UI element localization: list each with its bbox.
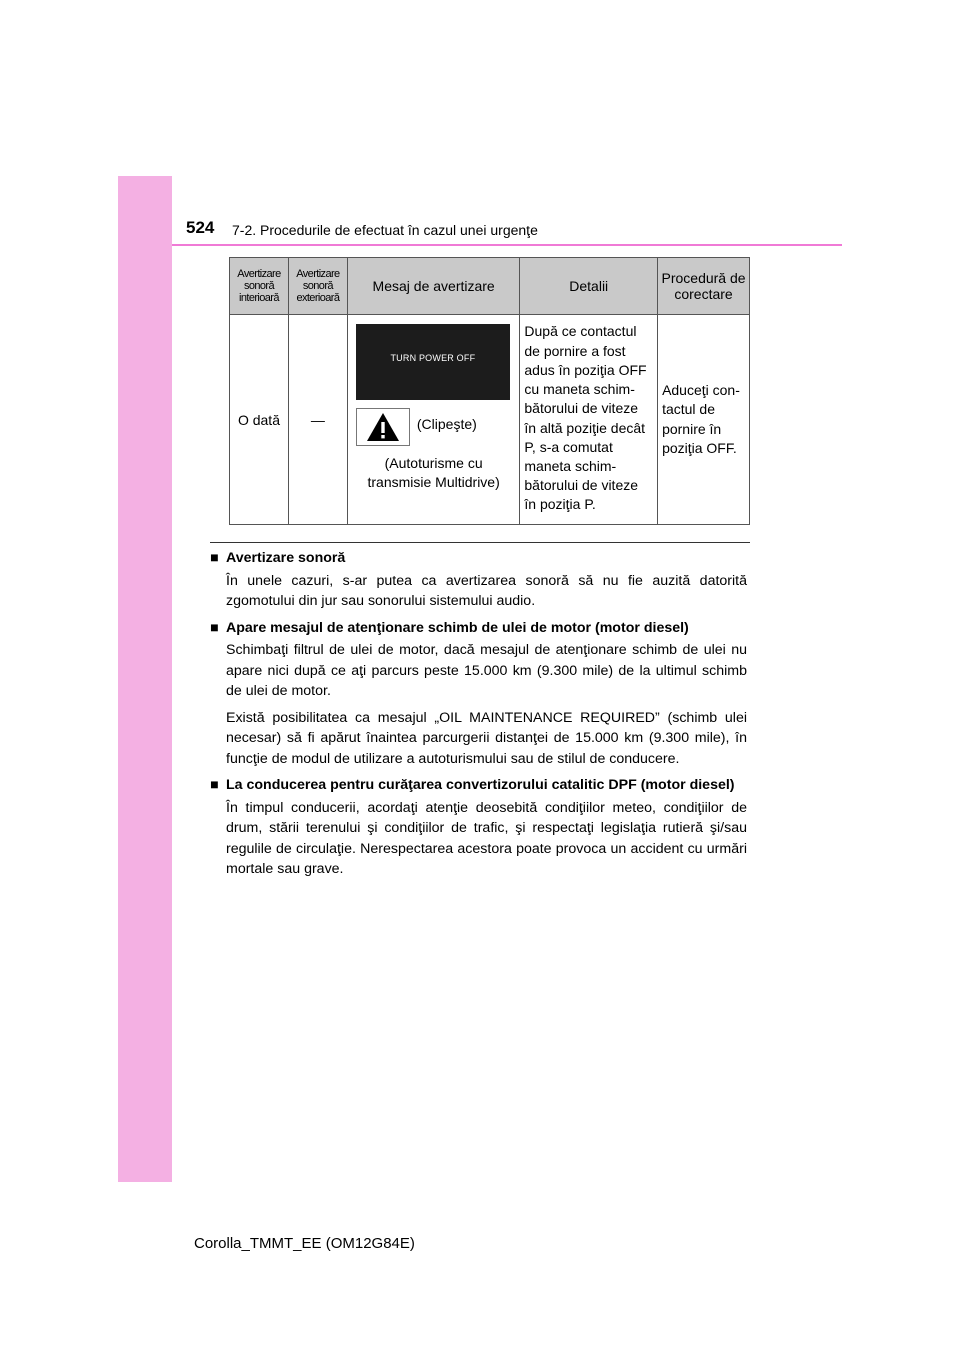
note-heading: ■ Apare mesajul de atenţionare schimb de ulei de motor (motor diesel): [210, 618, 747, 639]
table-row: [230, 315, 750, 525]
vehicle-note: [349, 454, 519, 492]
note-paragraph: În timpul conducerii, acordaţi atenţie deosebită condiţiilor meteo, condiţiilor de drum, stării terenului şi condiţiilor de trafic, şi respectaţi legislaţia rutieră şi/sau regulile de circulaţie. Nerespectarea acestora poate provoca un accident cu urmări mortale sau grave.: [226, 799, 747, 877]
note-heading: ■ La conducerea pentru curăţarea convertizorului catalitic DPF (motor diesel): [210, 775, 747, 796]
note-section: [210, 775, 747, 880]
blink-label: (Clipeşte): [416, 416, 477, 432]
section-divider: [210, 542, 750, 543]
warning-table: [229, 257, 750, 525]
note-paragraph: În unele cazuri, s-ar putea ca avertizarea sonoră să nu fie auzită datorită zgomotului din jur sau sonorului sistemului audio.: [226, 572, 747, 609]
section-title: 7-2. Procedurile de efectuat în cazul unei urgenţe: [232, 222, 538, 238]
header-interior-buzzer: Avertizare sonoră interioară: [230, 258, 289, 315]
bullet-square-icon: ■: [210, 777, 219, 793]
warning-triangle-icon: [356, 408, 410, 446]
note-section: [210, 548, 747, 612]
table-header-row: [230, 258, 750, 315]
vehicle-note-line1: (Autoturisme cu: [384, 455, 483, 471]
bullet-square-icon: ■: [210, 550, 219, 566]
note-section: [210, 618, 747, 770]
note-paragraph: Schimbaţi filtrul de ulei de motor, dacă mesajul de atenţionare schimb de ulei nu apare nici după ce aţi parcurs peste 15.000 km (9.300 mile) de la ultimul schimb de ulei de motor.: [226, 642, 747, 699]
note-heading: ■ Avertizare sonoră: [210, 548, 747, 569]
header-corrective-procedure: Procedură de corectare: [658, 258, 750, 315]
cell-corrective-procedure: Aduceţi con-tactul de pornire în poziţia OFF.: [658, 315, 750, 525]
note-paragraph: Există posibilitatea ca mesajul „OIL MAINTENANCE REQUIRED” (schimb ulei necesar) să fi apărut înaintea parcurgerii distanţei de 15.000 km (9.300 mile), în funcţie de modul de utilizare a autoturismului sau de stilul de conducere.: [226, 709, 747, 767]
cell-details: După ce contactul de pornire a fost adus în poziţia OFF cu maneta schim-bătorului de viteze în altă poziţie decât P, s-a comutat maneta schim-bătorului de viteze în poziţia P.: [520, 315, 658, 525]
chapter-sidebar-tab: [118, 176, 172, 1182]
cell-exterior-buzzer: —: [288, 315, 347, 525]
header-details: Detalii: [520, 258, 658, 315]
cell-interior-buzzer: O dată: [230, 315, 289, 525]
display-screen-image: [356, 324, 510, 400]
footer-manual-id: Corolla_TMMT_EE (OM12G84E): [194, 1235, 415, 1252]
header-warning-message: Mesaj de avertizare: [347, 258, 520, 315]
bullet-square-icon: ■: [210, 619, 219, 636]
header-divider: [172, 244, 842, 246]
page-number: 524: [186, 218, 215, 237]
notes-body: [210, 548, 747, 886]
vehicle-note-line2: transmisie Multidrive): [367, 474, 500, 490]
header-exterior-buzzer: Avertizare sonoră exterioară: [288, 258, 347, 315]
display-screen-text: TURN POWER OFF: [390, 353, 476, 363]
cell-warning-message: [347, 315, 520, 525]
